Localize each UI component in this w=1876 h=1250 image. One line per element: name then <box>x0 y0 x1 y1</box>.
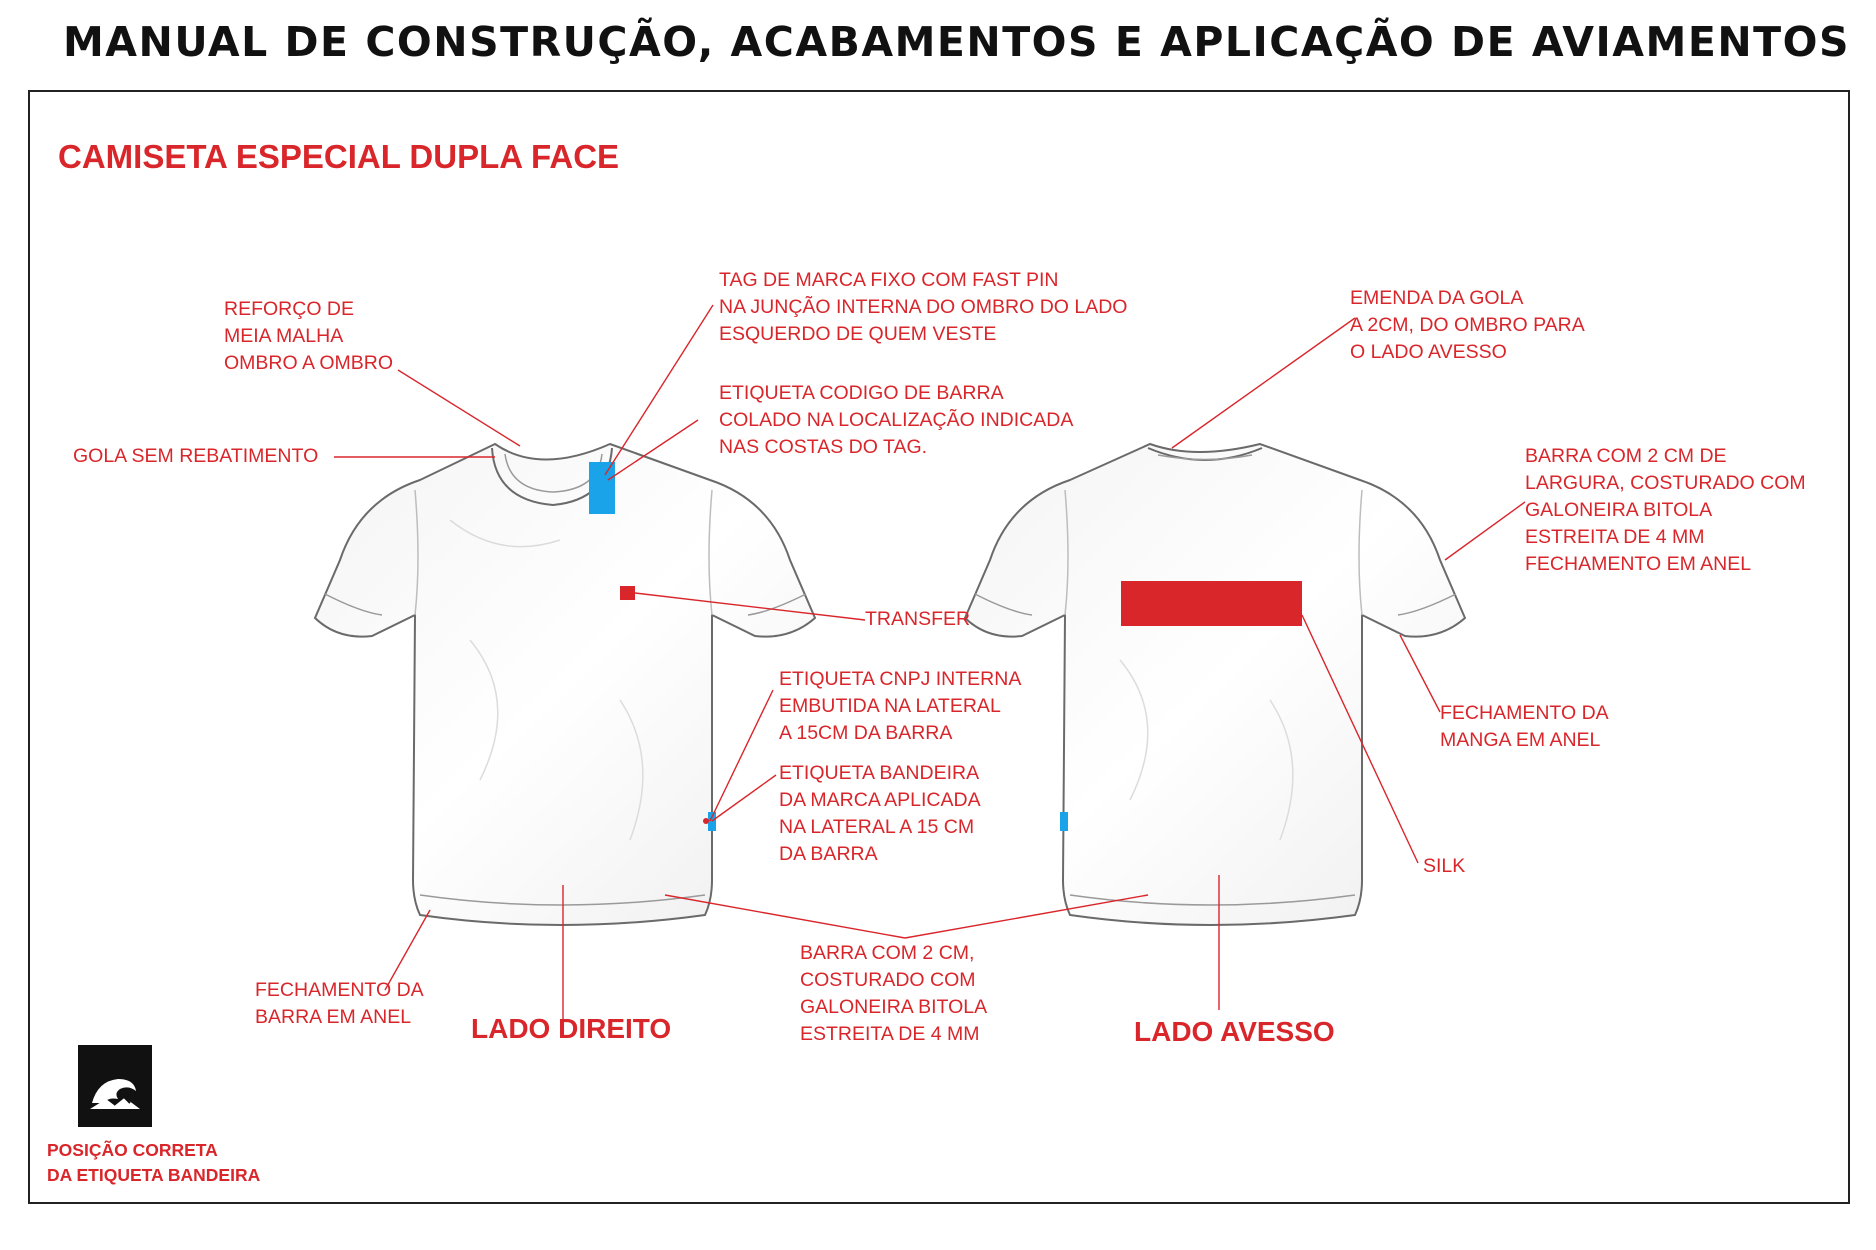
manual-header-title: MANUAL DE CONSTRUÇÃO, ACABAMENTOS E APLICAÇÃO DE AVIAMENTOS <box>63 18 1850 66</box>
label-transfer: TRANSFER <box>865 608 971 630</box>
label-fechamento-barra: FECHAMENTO DA BARRA EM ANEL <box>255 979 424 1028</box>
tshirt-front <box>315 444 815 925</box>
label-emenda-gola: EMENDA DA GOLA A 2CM, DO OMBRO PARA O LADO AVESSO <box>1350 287 1585 363</box>
brand-tag-marker <box>589 462 615 514</box>
label-lado-avesso: LADO AVESSO <box>1134 1016 1335 1047</box>
label-lado-direito: LADO DIREITO <box>471 1013 672 1044</box>
label-barra-2cm: BARRA COM 2 CM, COSTURADO COM GALONEIRA BITOLA ESTREITA DE 4 MM <box>800 942 988 1045</box>
logo-caption: POSIÇÃO CORRETA DA ETIQUETA BANDEIRA <box>47 1140 261 1185</box>
label-gola-sem-rebatimento: GOLA SEM REBATIMENTO <box>73 445 319 467</box>
back-flag-label-marker <box>1060 812 1068 831</box>
document-title: CAMISETA ESPECIAL DUPLA FACE <box>58 138 620 175</box>
label-silk: SILK <box>1423 855 1466 877</box>
flag-label-marker <box>708 812 716 831</box>
label-etiqueta-cnpj: ETIQUETA CNPJ INTERNA EMBUTIDA NA LATERAL A 15CM DA BARRA <box>779 668 1022 744</box>
label-fechamento-manga: FECHAMENTO DA MANGA EM ANEL <box>1440 702 1609 751</box>
brand-logo <box>78 1045 152 1127</box>
label-tag-de-marca: TAG DE MARCA FIXO COM FAST PIN NA JUNÇÃO INTERNA DO OMBRO DO LADO ESQUERDO DE QUEM VESTE <box>719 269 1128 345</box>
label-etiqueta-codigo-barra: ETIQUETA CODIGO DE BARRA COLADO NA LOCALIZAÇÃO INDICADA NAS COSTAS DO TAG. <box>719 382 1074 458</box>
silk-print-area <box>1121 581 1302 626</box>
label-barra-manga: BARRA COM 2 CM DE LARGURA, COSTURADO COM GALONEIRA BITOLA ESTREITA DE 4 MM FECHAMENTO EM ANEL <box>1525 445 1806 575</box>
transfer-marker <box>620 586 635 600</box>
wave-mountain-logo-icon <box>78 1045 152 1127</box>
label-etiqueta-bandeira: ETIQUETA BANDEIRA DA MARCA APLICADA NA LATERAL A 15 CM DA BARRA <box>779 762 981 865</box>
label-reforco-meia-malha: REFORÇO DE MEIA MALHA OMBRO A OMBRO <box>224 298 394 374</box>
tshirt-back <box>965 444 1465 925</box>
